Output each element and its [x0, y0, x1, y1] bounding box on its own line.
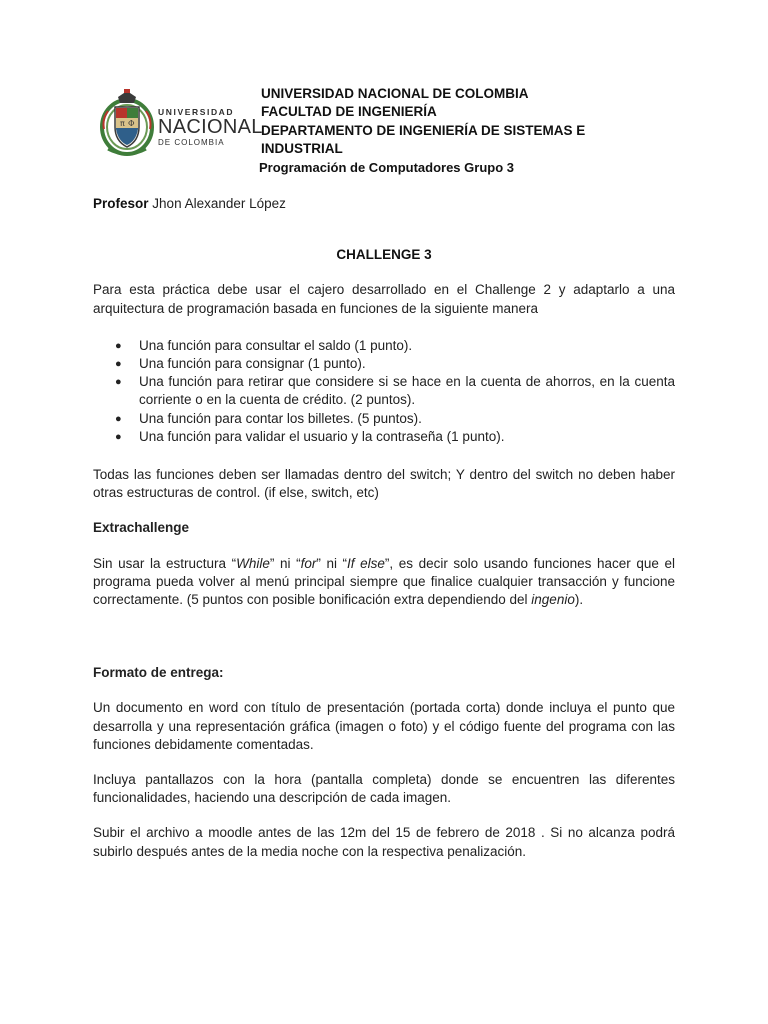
svg-text:π: π — [120, 119, 125, 128]
header-university: UNIVERSIDAD NACIONAL DE COLOMBIA — [261, 86, 529, 101]
list-item — [93, 410, 675, 428]
list-item-text: Una función para consultar el saldo (1 punto). — [139, 337, 413, 353]
logo-word-nacional: NACIONAL — [158, 116, 263, 138]
extra-text-1: Sin usar la estructura “ — [93, 555, 237, 571]
profesor-label: Profesor — [93, 196, 149, 211]
list-item — [93, 337, 675, 355]
extra-text-2: ” ni “ — [269, 555, 301, 571]
requirements-list — [93, 337, 675, 446]
profesor-line — [93, 195, 675, 213]
list-item — [93, 355, 675, 373]
deadline-paragraph: Subir el archivo a moodle antes de las 12m del 15 de febrero de 2018 . Si no alcanza podrá subirlo después antes de la media noche con la respectiva penalización. — [93, 825, 675, 859]
bullet-icon: ● — [115, 376, 122, 389]
extrachallenge-heading: Extrachallenge — [93, 520, 190, 536]
formato-heading: Formato de entrega: — [93, 665, 224, 681]
university-logo — [98, 89, 263, 159]
list-item — [93, 428, 675, 446]
extrachallenge-paragraph — [93, 555, 675, 610]
list-item-text: Una función para validar el usuario y la contraseña (1 punto). — [139, 428, 505, 444]
screenshots-paragraph: Incluya pantallazos con la hora (pantalla completa) donde se encuentren las diferentes funcionalidades, haciendo una descripción de cada imagen. — [93, 772, 675, 806]
document-header — [98, 85, 698, 185]
bullet-icon: ● — [115, 358, 122, 371]
list-item-text: Una función para contar los billetes. (5 puntos). — [139, 410, 422, 426]
bullet-icon: ● — [115, 412, 122, 425]
extra-text-5: ). — [574, 592, 584, 608]
header-course: Programación de Computadores Grupo 3 — [259, 160, 514, 176]
header-department: DEPARTAMENTO DE INGENIERÍA DE SISTEMAS E — [261, 122, 586, 138]
university-seal-icon — [98, 89, 156, 159]
extra-ingenio: ingenio — [531, 592, 575, 608]
extra-if-else: If else — [347, 555, 385, 571]
list-item — [93, 373, 675, 409]
extra-text-3: ” ni “ — [316, 555, 348, 571]
formato-paragraph: Un documento en word con título de presentación (portada corta) donde incluya el punto que desarrolla y una representación gráfica (imagen o foto) y el código fuente del programa con las funciones debidamente comentadas. — [93, 700, 675, 752]
logo-word-universidad: UNIVERSIDAD — [158, 107, 235, 117]
list-item-text: Una función para consignar (1 punto). — [139, 356, 366, 372]
header-faculty: FACULTAD DE INGENIERÍA — [261, 104, 437, 120]
header-department-cont: INDUSTRIAL — [261, 140, 343, 156]
bullet-icon: ● — [115, 339, 122, 352]
switch-rule-paragraph: Todas las funciones deben ser llamadas dentro del switch; Y dentro del switch no deben haber otras estructuras de control. (if else, switch, etc) — [93, 467, 675, 501]
logo-word-de-colombia: DE COLOMBIA — [158, 138, 225, 147]
profesor-name: Jhon Alexander López — [152, 196, 286, 211]
institution-header — [261, 85, 701, 177]
bullet-icon: ● — [115, 430, 122, 443]
extra-while: While — [236, 555, 270, 571]
list-item-text: Una función para retirar que considere si se hace en la cuenta de ahorros, en la cuenta corriente o en la cuenta de crédito. (2 puntos). — [139, 374, 675, 408]
challenge-title: CHALLENGE 3 — [336, 247, 432, 263]
extra-text-4: ”, es decir solo usando funciones hacer que el programa pueda volver al menú principal siempre que finalice cualquier transacción y funcione correctamente. (5 puntos con posible bonificación extra dependiendo del — [93, 555, 675, 608]
extra-for: for — [300, 555, 317, 571]
intro-paragraph: Para esta práctica debe usar el cajero desarrollado en el Challenge 2 y adaptarlo a una arquitectura de programación basada en funciones de la siguiente manera — [93, 282, 675, 316]
svg-text:Φ: Φ — [128, 119, 135, 128]
document-body — [93, 195, 675, 861]
